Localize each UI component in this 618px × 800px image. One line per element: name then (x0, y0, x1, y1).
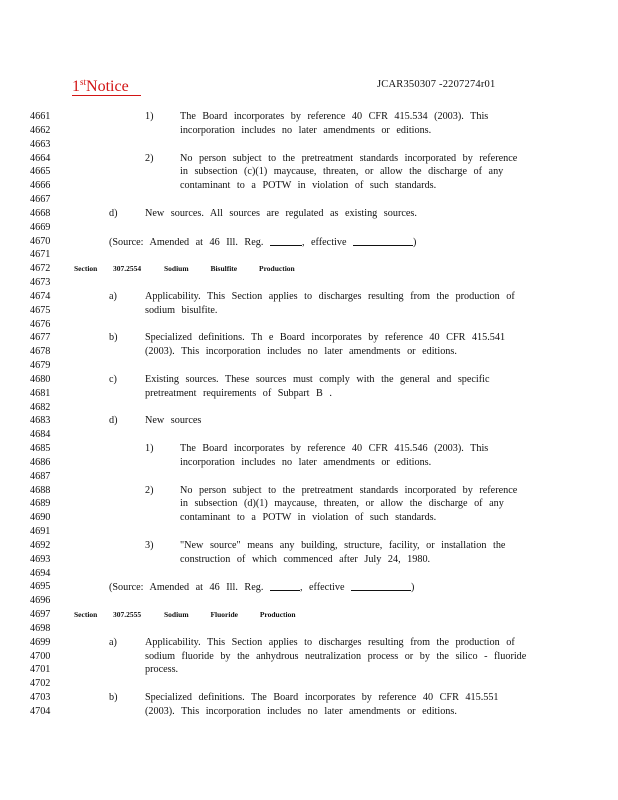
line-number: 4679 (30, 360, 51, 371)
line-4665 (0, 165, 618, 179)
paragraph-text: Specialized definitions. Th e Board incorporates by reference 40 CFR 415.541 (145, 332, 506, 343)
line-number: 4680 (30, 374, 51, 385)
line-4697 (0, 608, 618, 622)
line-4681 (0, 387, 618, 401)
paragraph-text: No person subject to the pretreatment standards incorporated by reference (180, 485, 518, 496)
paragraph-text: incorporation includes no later amendments or editions. (180, 457, 432, 468)
line-4704 (0, 705, 618, 719)
line-4667 (0, 193, 618, 207)
line-number: 4682 (30, 402, 51, 413)
paragraph-text: Specialized definitions. The Board incorporates by reference 40 CFR 415.551 (145, 692, 499, 703)
line-number: 4691 (30, 526, 51, 537)
line-number: 4661 (30, 111, 51, 122)
item-label: 2) (145, 153, 154, 164)
line-4698 (0, 622, 618, 636)
paragraph-text: construction of which commenced after July 24, 1980. (180, 554, 431, 565)
line-4673 (0, 276, 618, 290)
line-4663 (0, 138, 618, 152)
line-4691 (0, 525, 618, 539)
line-number: 4663 (30, 139, 51, 150)
item-label: 1) (145, 443, 154, 454)
line-number: 4683 (30, 415, 51, 426)
paragraph-text: Applicability. This Section applies to discharges resulting from the production of (145, 291, 515, 302)
notice-label: 1stNotice (72, 74, 141, 96)
line-number: 4668 (30, 208, 51, 219)
line-4670 (0, 235, 618, 249)
line-4680 (0, 373, 618, 387)
paragraph-text: New sources (145, 415, 202, 426)
line-4662 (0, 124, 618, 138)
paragraph-text: pretreatment requirements of Subpart B . (145, 388, 332, 399)
line-4695 (0, 580, 618, 594)
item-label: a) (109, 637, 117, 648)
paragraph-text: Existing sources. These sources must comply with the general and specific (145, 374, 490, 385)
paragraph-text: No person subject to the pretreatment standards incorporated by reference (180, 153, 518, 164)
line-number: 4685 (30, 443, 51, 454)
line-4679 (0, 359, 618, 373)
line-number: 4672 (30, 263, 51, 274)
line-number: 4702 (30, 678, 51, 689)
line-number: 4673 (30, 277, 51, 288)
line-number: 4675 (30, 305, 51, 316)
line-4699 (0, 636, 618, 650)
line-number: 4699 (30, 637, 51, 648)
section-title: Sodium Fluoride Production (164, 610, 296, 619)
line-number: 4703 (30, 692, 51, 703)
paragraph-text: in subsection (d)(1) maycause, threaten, or allow the discharge of any (180, 498, 504, 509)
line-number: 4693 (30, 554, 51, 565)
line-number: 4688 (30, 485, 51, 496)
line-number: 4671 (30, 249, 51, 260)
line-4700 (0, 650, 618, 664)
section-number: 307.2555 (113, 610, 142, 619)
line-4685 (0, 442, 618, 456)
paragraph-text: process. (145, 664, 179, 675)
line-number: 4681 (30, 388, 51, 399)
line-number: 4696 (30, 595, 51, 606)
paragraph-text: contaminant to a POTW in violation of such standards. (180, 512, 437, 523)
line-4677 (0, 331, 618, 345)
line-number: 4694 (30, 568, 51, 579)
line-4664 (0, 152, 618, 166)
section-word: Section (74, 610, 98, 619)
line-4688 (0, 484, 618, 498)
paragraph-text: The Board incorporates by reference 40 CFR 415.534 (2003). This (180, 111, 489, 122)
line-number: 4701 (30, 664, 51, 675)
paragraph-text: Applicability. This Section applies to discharges resulting from the production of (145, 637, 515, 648)
line-4678 (0, 345, 618, 359)
item-label: 1) (145, 111, 154, 122)
source-note: (Source: Amended at 46 Ill. Reg. , effective ) (109, 237, 417, 248)
line-number: 4676 (30, 319, 51, 330)
paragraph-text: "New source" means any building, structure, facility, or installation the (180, 540, 506, 551)
paragraph-text: The Board incorporates by reference 40 CFR 415.546 (2003). This (180, 443, 489, 454)
line-4684 (0, 428, 618, 442)
paragraph-text: contaminant to a POTW in violation of such standards. (180, 180, 437, 191)
line-number: 4704 (30, 706, 51, 717)
line-number: 4677 (30, 332, 51, 343)
line-4675 (0, 304, 618, 318)
line-number: 4686 (30, 457, 51, 468)
line-number: 4667 (30, 194, 51, 205)
line-4703 (0, 691, 618, 705)
line-number: 4697 (30, 609, 51, 620)
line-number: 4684 (30, 429, 51, 440)
line-number: 4665 (30, 166, 51, 177)
item-label: d) (109, 415, 118, 426)
item-label: a) (109, 291, 117, 302)
line-4702 (0, 677, 618, 691)
line-4668 (0, 207, 618, 221)
blank-reg-page (270, 580, 300, 591)
line-4683 (0, 414, 618, 428)
paragraph-text: (2003). This incorporation includes no later amendments or editions. (145, 346, 457, 357)
line-number: 4692 (30, 540, 51, 551)
item-label: b) (109, 692, 118, 703)
line-number: 4670 (30, 236, 51, 247)
line-4693 (0, 553, 618, 567)
line-number: 4687 (30, 471, 51, 482)
item-label: c) (109, 374, 117, 385)
line-number: 4664 (30, 153, 51, 164)
source-note: (Source: Amended at 46 Ill. Reg. , effective ) (109, 582, 415, 593)
paragraph-text: incorporation includes no later amendments or editions. (180, 125, 432, 136)
paragraph-text: in subsection (c)(1) maycause, threaten, or allow the discharge of any (180, 166, 504, 177)
line-number: 4678 (30, 346, 51, 357)
line-number: 4662 (30, 125, 51, 136)
line-4701 (0, 663, 618, 677)
line-number: 4669 (30, 222, 51, 233)
page-header (72, 74, 552, 94)
line-4696 (0, 594, 618, 608)
line-number: 4690 (30, 512, 51, 523)
blank-effective-date (353, 235, 413, 246)
line-4671 (0, 248, 618, 262)
paragraph-text: (2003). This incorporation includes no later amendments or editions. (145, 706, 457, 717)
blank-reg-page (270, 235, 302, 246)
line-4682 (0, 401, 618, 415)
line-4669 (0, 221, 618, 235)
line-4666 (0, 179, 618, 193)
line-4672 (0, 262, 618, 276)
line-4690 (0, 511, 618, 525)
line-number: 4666 (30, 180, 51, 191)
section-title: Sodium Bisulfite Production (164, 264, 295, 273)
line-4694 (0, 567, 618, 581)
line-number: 4695 (30, 581, 51, 592)
section-word: Section (74, 264, 98, 273)
line-4687 (0, 470, 618, 484)
paragraph-text: sodium bisulfite. (145, 305, 218, 316)
line-number: 4698 (30, 623, 51, 634)
line-4692 (0, 539, 618, 553)
item-label: b) (109, 332, 118, 343)
line-number: 4700 (30, 651, 51, 662)
line-number: 4689 (30, 498, 51, 509)
paragraph-text: sodium fluoride by the anhydrous neutralization process or by the silico - fluoride (145, 651, 527, 662)
document-id: JCAR350307 -2207274r01 (377, 79, 496, 90)
item-label: d) (109, 208, 118, 219)
line-4674 (0, 290, 618, 304)
paragraph-text: New sources. All sources are regulated as existing sources. (145, 208, 417, 219)
line-4689 (0, 497, 618, 511)
line-4686 (0, 456, 618, 470)
line-4676 (0, 318, 618, 332)
section-number: 307.2554 (113, 264, 142, 273)
item-label: 3) (145, 540, 154, 551)
item-label: 2) (145, 485, 154, 496)
line-number: 4674 (30, 291, 51, 302)
line-4661 (0, 110, 618, 124)
blank-effective-date (351, 580, 411, 591)
